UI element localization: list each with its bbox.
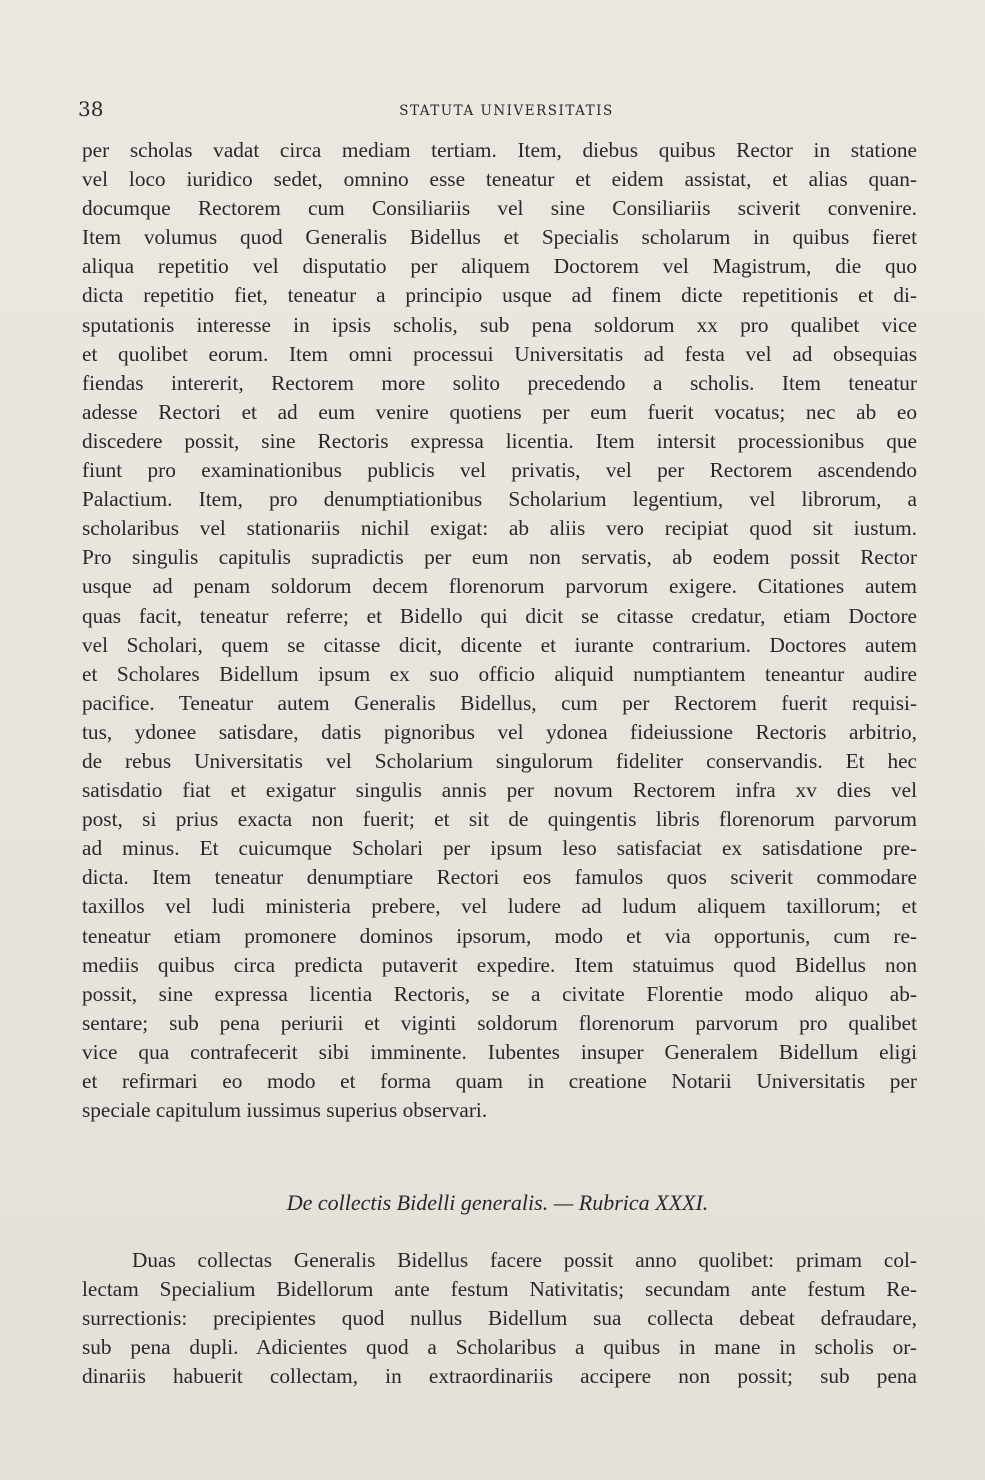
text-line: de rebus Universitatis vel Scholarium singulorum fideliter conservandis. Et hec bbox=[82, 748, 917, 773]
text-line: lectam Specialium Bidellorum ante festum Nativitatis; secundam ante festum Re- bbox=[82, 1277, 917, 1302]
text-line: sputationis interesse in ipsis scholis, sub pena soldorum xx pro qualibet vice bbox=[82, 312, 917, 337]
text-line: Duas collectas Generalis Bidellus facere possit anno quolibet: primam col- bbox=[132, 1248, 917, 1272]
text-line: discedere possit, sine Rectoris expressa licentia. Item intersit processionibus que bbox=[82, 428, 917, 453]
text-line: Item volumus quod Generalis Bidellus et Specialis scholarum in quibus fieret bbox=[82, 225, 917, 250]
text-line: fiendas intererit, Rectorem more solito precedendo a scholis. Item teneatur bbox=[82, 370, 917, 395]
rubric-body bbox=[82, 1246, 917, 1391]
statute-body bbox=[82, 136, 917, 1125]
text-line: pacifice. Teneatur autem Generalis Bidellus, cum per Rectorem fuerit requisi- bbox=[82, 690, 917, 715]
text-line: dinariis habuerit collectam, in extraordinariis accipere non possit; sub pena bbox=[82, 1364, 917, 1389]
text-line: vel Scholari, quem se citasse dicit, dicente et iurante contrarium. Doctores autem bbox=[82, 632, 917, 657]
text-line: teneatur etiam promonere dominos ipsorum, modo et via opportunis, cum re- bbox=[82, 923, 917, 948]
page-number: 38 bbox=[78, 97, 104, 121]
text-line: documque Rectorem cum Consiliariis vel sine Consiliariis sciverit convenire. bbox=[82, 196, 917, 221]
text-line: Palactium. Item, pro denumptiationibus Scholarium legentium, vel librorum, a bbox=[82, 487, 917, 512]
text-line: et refirmari eo modo et forma quam in creatione Notarii Universitatis per bbox=[82, 1069, 917, 1093]
text-line: ad minus. Et cuicumque Scholari per ipsum leso satisfaciat ex satisdatione pre- bbox=[82, 836, 917, 861]
text-line: sub pena dupli. Adicientes quod a Scholaribus a quibus in mane in scholis or- bbox=[82, 1335, 917, 1360]
text-line: adesse Rectori et ad eum venire quotiens per eum fuerit vocatus; nec ab eo bbox=[82, 399, 917, 424]
text-line: per scholas vadat circa mediam tertiam. Item, diebus quibus Rector in statione bbox=[82, 138, 917, 162]
text-line: aliqua repetitio vel disputatio per aliquem Doctorem vel Magistrum, die quo bbox=[82, 254, 917, 279]
text-line: scholaribus vel stationariis nichil exigat: ab aliis vero recipiat quod sit iustum. bbox=[82, 516, 917, 541]
text-line: vice qua contrafecerit sibi imminente. Iubentes insuper Generalem Bidellum eligi bbox=[82, 1039, 917, 1064]
text-line: tus, ydonee satisdare, datis pignoribus vel ydonea fideiussione Rectoris arbitrio, bbox=[82, 719, 917, 744]
text-line: quas facit, teneatur referre; et Bidello qui dicit se citasse credatur, etiam Doctore bbox=[82, 603, 917, 628]
text-line: et quolibet eorum. Item omni processui Universitatis ad festa vel ad obsequias bbox=[82, 341, 917, 366]
text-line: satisdatio fiat et exigatur singulis annis per novum Rectorem infra xv dies vel bbox=[82, 778, 917, 803]
text-line: vel loco iuridico sedet, omnino esse teneatur et eidem assistat, et alias quan- bbox=[82, 167, 917, 192]
text-line: mediis quibus circa predicta putaverit expedire. Item statuimus quod Bidellus non bbox=[82, 952, 917, 977]
text-line: surrectionis: precipientes quod nullus Bidellum sua collecta debeat defraudare, bbox=[82, 1306, 917, 1331]
text-line: dicta repetitio fiet, teneatur a principio usque ad finem dicte repetitionis et di- bbox=[82, 283, 917, 308]
text-line: Pro singulis capitulis supradictis per eum non servatis, ab eodem possit Rector bbox=[82, 545, 917, 570]
text-line: et Scholares Bidellum ipsum ex suo officio aliquid numptiantem teneantur audire bbox=[82, 661, 917, 686]
text-line: sentare; sub pena periurii et viginti soldorum florenorum parvorum pro qualibet bbox=[82, 1010, 917, 1035]
text-line: post, si prius exacta non fuerit; et sit de quingentis libris florenorum parvorum bbox=[82, 807, 917, 832]
text-line: taxillos vel ludi ministeria prebere, vel ludere ad ludum aliquem taxillorum; et bbox=[82, 894, 917, 919]
text-line: speciale capitulum iussimus superius observari. bbox=[82, 1098, 488, 1123]
text-line: possit, sine expressa licentia Rectoris, se a civitate Florentie modo aliquo ab- bbox=[82, 981, 917, 1006]
rubric-heading: De collectis Bidelli generalis. — Rubrica XXXI. bbox=[286, 1190, 709, 1215]
running-title: STATUTA UNIVERSITATIS bbox=[399, 103, 614, 119]
text-line: usque ad penam soldorum decem florenorum parvorum exigere. Citationes autem bbox=[82, 574, 917, 599]
text-line: dicta. Item teneatur denumptiare Rectori eos famulos quos sciverit commodare bbox=[82, 865, 917, 890]
text-line: fiunt pro examinationibus publicis vel privatis, vel per Rectorem ascendendo bbox=[82, 458, 917, 483]
